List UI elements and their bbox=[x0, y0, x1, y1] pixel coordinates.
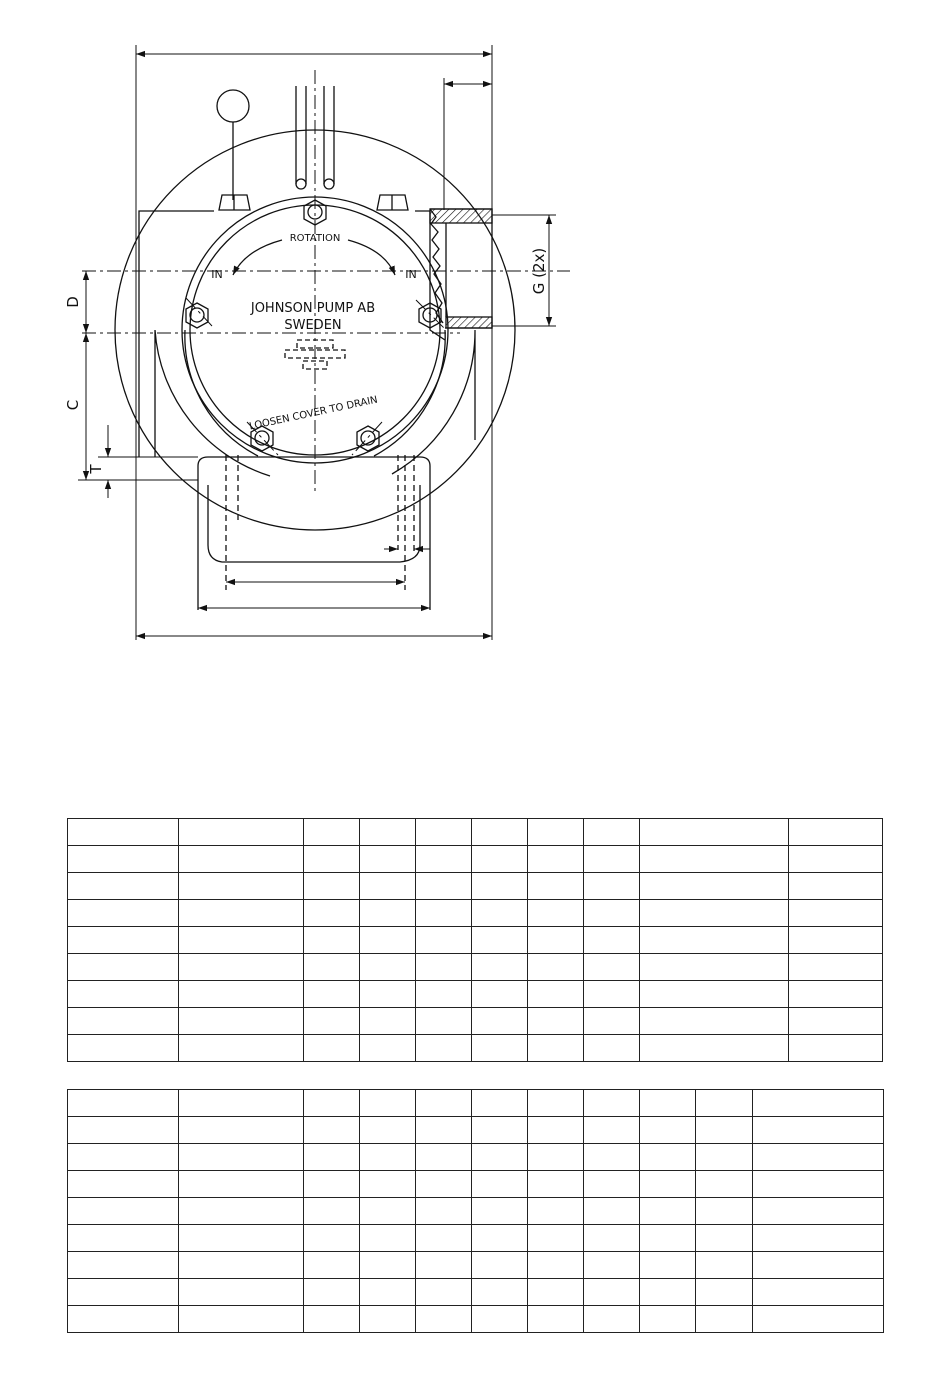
table-cell bbox=[472, 1306, 528, 1333]
table-cell bbox=[472, 1117, 528, 1144]
table-cell bbox=[360, 846, 416, 873]
table-cell bbox=[304, 981, 360, 1008]
table-cell bbox=[416, 927, 472, 954]
table-cell bbox=[640, 954, 789, 981]
table-cell bbox=[360, 1008, 416, 1035]
table-cell bbox=[789, 927, 883, 954]
table-cell bbox=[416, 1090, 472, 1117]
table-cell bbox=[584, 1306, 640, 1333]
table-cell bbox=[789, 1035, 883, 1062]
table-cell bbox=[528, 1144, 584, 1171]
table-cell bbox=[416, 981, 472, 1008]
table-cell bbox=[360, 819, 416, 846]
table-cell bbox=[640, 927, 789, 954]
table-cell bbox=[753, 1144, 884, 1171]
table-cell bbox=[360, 954, 416, 981]
table-cell bbox=[179, 873, 304, 900]
table-cell bbox=[696, 1117, 753, 1144]
table-cell bbox=[528, 1198, 584, 1225]
table-cell bbox=[304, 1008, 360, 1035]
table-cell bbox=[68, 846, 179, 873]
table-cell bbox=[640, 873, 789, 900]
table-cell bbox=[416, 900, 472, 927]
table-cell bbox=[789, 954, 883, 981]
table-cell bbox=[416, 1198, 472, 1225]
table-cell bbox=[360, 927, 416, 954]
table-cell bbox=[68, 873, 179, 900]
table-cell bbox=[789, 1008, 883, 1035]
table-cell bbox=[360, 981, 416, 1008]
table-cell bbox=[179, 1225, 304, 1252]
table-cell bbox=[528, 1279, 584, 1306]
table-cell bbox=[640, 1279, 696, 1306]
table-cell bbox=[360, 1090, 416, 1117]
table-cell bbox=[472, 1171, 528, 1198]
table-cell bbox=[472, 954, 528, 981]
table-cell bbox=[68, 1008, 179, 1035]
table-cell bbox=[179, 1008, 304, 1035]
table-cell bbox=[753, 1198, 884, 1225]
callout-balloon bbox=[217, 90, 249, 122]
table-cell bbox=[472, 1008, 528, 1035]
table-cell bbox=[416, 1225, 472, 1252]
table-cell bbox=[528, 927, 584, 954]
table-cell bbox=[584, 873, 640, 900]
table-cell bbox=[416, 1144, 472, 1171]
table-cell bbox=[584, 1117, 640, 1144]
dim-label-g: G (2x) bbox=[530, 247, 548, 295]
table-cell bbox=[68, 981, 179, 1008]
table-cell bbox=[584, 1171, 640, 1198]
table-cell bbox=[179, 900, 304, 927]
table-cell bbox=[528, 873, 584, 900]
table-cell bbox=[584, 1198, 640, 1225]
table-cell bbox=[179, 1306, 304, 1333]
table-row bbox=[68, 1144, 884, 1171]
dim-label-t: T bbox=[87, 464, 105, 474]
table-cell bbox=[304, 1035, 360, 1062]
table-cell bbox=[68, 1252, 179, 1279]
table-cell bbox=[304, 1252, 360, 1279]
table-cell bbox=[360, 1225, 416, 1252]
side-port bbox=[430, 209, 492, 328]
table-cell bbox=[360, 1252, 416, 1279]
table-cell bbox=[584, 1144, 640, 1171]
table-cell bbox=[753, 1279, 884, 1306]
table-cell bbox=[584, 1252, 640, 1279]
table-cell bbox=[179, 1117, 304, 1144]
table-cell bbox=[640, 1306, 696, 1333]
table-row bbox=[68, 1035, 883, 1062]
table-cell bbox=[360, 900, 416, 927]
table-cell bbox=[584, 1225, 640, 1252]
table-row bbox=[68, 1198, 884, 1225]
table-cell bbox=[416, 954, 472, 981]
dimension-lines bbox=[78, 45, 556, 640]
inlet-label-left: IN bbox=[211, 268, 223, 281]
table-cell bbox=[179, 1090, 304, 1117]
table-cell bbox=[753, 1117, 884, 1144]
table-cell bbox=[696, 1090, 753, 1117]
table-cell bbox=[360, 1144, 416, 1171]
table-cell bbox=[360, 1306, 416, 1333]
table-row bbox=[68, 1252, 884, 1279]
table-cell bbox=[304, 1306, 360, 1333]
table-cell bbox=[304, 900, 360, 927]
table-row bbox=[68, 981, 883, 1008]
table-cell bbox=[416, 1171, 472, 1198]
table-cell bbox=[640, 1008, 789, 1035]
table-cell bbox=[179, 1279, 304, 1306]
table-row bbox=[68, 819, 883, 846]
table-row bbox=[68, 1008, 883, 1035]
table-cell bbox=[472, 873, 528, 900]
table-cell bbox=[360, 1035, 416, 1062]
maker-country: SWEDEN bbox=[284, 318, 342, 333]
table-cell bbox=[789, 846, 883, 873]
table-cell bbox=[304, 954, 360, 981]
table-cell bbox=[304, 1117, 360, 1144]
table-cell bbox=[696, 1225, 753, 1252]
rotation-arrow-right bbox=[348, 240, 395, 275]
table-cell bbox=[472, 927, 528, 954]
table-cell bbox=[179, 1144, 304, 1171]
table-cell bbox=[416, 846, 472, 873]
table-cell bbox=[789, 873, 883, 900]
table-cell bbox=[416, 1306, 472, 1333]
table-cell bbox=[528, 1008, 584, 1035]
table-cell bbox=[68, 1035, 179, 1062]
table-cell bbox=[640, 981, 789, 1008]
table-cell bbox=[472, 1144, 528, 1171]
table-cell bbox=[416, 1008, 472, 1035]
housing-horseshoe bbox=[155, 330, 270, 476]
table-cell bbox=[416, 1035, 472, 1062]
table-cell bbox=[416, 873, 472, 900]
table-cell bbox=[640, 1090, 696, 1117]
table-cell bbox=[528, 819, 584, 846]
table-cell bbox=[528, 1225, 584, 1252]
table-cell bbox=[640, 819, 789, 846]
table-cell bbox=[68, 1306, 179, 1333]
rotation-arrow-left bbox=[233, 240, 282, 275]
table-cell bbox=[472, 1090, 528, 1117]
table-row bbox=[68, 1279, 884, 1306]
table-cell bbox=[68, 1225, 179, 1252]
table-row bbox=[68, 873, 883, 900]
table-cell bbox=[416, 1117, 472, 1144]
table-row bbox=[68, 900, 883, 927]
table-cell bbox=[696, 1144, 753, 1171]
table-cell bbox=[360, 1279, 416, 1306]
table-cell bbox=[304, 927, 360, 954]
table-cell bbox=[360, 1171, 416, 1198]
table-cell bbox=[472, 1225, 528, 1252]
table-cell bbox=[304, 846, 360, 873]
table-cell bbox=[472, 1279, 528, 1306]
table-cell bbox=[472, 1035, 528, 1062]
table-row bbox=[68, 1090, 884, 1117]
table-cell bbox=[528, 1035, 584, 1062]
table-cell bbox=[640, 900, 789, 927]
table-cell bbox=[584, 1035, 640, 1062]
table-cell bbox=[640, 1198, 696, 1225]
table-cell bbox=[584, 981, 640, 1008]
table-cell bbox=[179, 927, 304, 954]
table-cell bbox=[696, 1198, 753, 1225]
table-cell bbox=[584, 1090, 640, 1117]
table-cell bbox=[472, 1252, 528, 1279]
table-cell bbox=[528, 954, 584, 981]
table-cell bbox=[528, 846, 584, 873]
table-cell bbox=[789, 900, 883, 927]
table-row bbox=[68, 954, 883, 981]
table-cell bbox=[68, 927, 179, 954]
table-cell bbox=[472, 981, 528, 1008]
table-cell bbox=[696, 1252, 753, 1279]
table-cell bbox=[304, 1198, 360, 1225]
table-cell bbox=[584, 1008, 640, 1035]
table-cell bbox=[179, 1035, 304, 1062]
table-cell bbox=[753, 1171, 884, 1198]
table-cell bbox=[640, 1117, 696, 1144]
table-cell bbox=[68, 1117, 179, 1144]
table-cell bbox=[753, 1225, 884, 1252]
table-cell bbox=[304, 873, 360, 900]
table-row bbox=[68, 1306, 884, 1333]
table-cell bbox=[179, 1198, 304, 1225]
table-cell bbox=[360, 1198, 416, 1225]
table-cell bbox=[68, 1090, 179, 1117]
table-cell bbox=[696, 1279, 753, 1306]
table-row bbox=[68, 1225, 884, 1252]
table-cell bbox=[179, 981, 304, 1008]
table-cell bbox=[789, 981, 883, 1008]
table-cell bbox=[472, 1198, 528, 1225]
table-cell bbox=[179, 954, 304, 981]
table-cell bbox=[179, 1252, 304, 1279]
table-cell bbox=[416, 1279, 472, 1306]
table-cell bbox=[528, 1171, 584, 1198]
table-cell bbox=[753, 1252, 884, 1279]
table-cell bbox=[753, 1306, 884, 1333]
inlet-label-right: IN bbox=[405, 268, 417, 281]
table-cell bbox=[304, 1171, 360, 1198]
table-cell bbox=[68, 1171, 179, 1198]
table-cell bbox=[68, 954, 179, 981]
dim-label-c: C bbox=[64, 399, 82, 411]
table-cell bbox=[640, 1171, 696, 1198]
table-cell bbox=[640, 1035, 789, 1062]
table-cell bbox=[360, 873, 416, 900]
table-cell bbox=[696, 1306, 753, 1333]
table-cell bbox=[179, 1171, 304, 1198]
table-cell bbox=[68, 900, 179, 927]
mounting-foot bbox=[198, 457, 430, 485]
maker-name: JOHNSON PUMP AB bbox=[250, 301, 376, 316]
table-cell bbox=[68, 1144, 179, 1171]
table-cell bbox=[584, 819, 640, 846]
dimension-table-2 bbox=[67, 1089, 884, 1333]
table-cell bbox=[640, 1252, 696, 1279]
table-row bbox=[68, 1171, 884, 1198]
table-cell bbox=[472, 846, 528, 873]
table-cell bbox=[640, 1225, 696, 1252]
table-cell bbox=[640, 846, 789, 873]
table-cell bbox=[416, 819, 472, 846]
table-cell bbox=[640, 1144, 696, 1171]
rotation-label: ROTATION bbox=[289, 233, 341, 244]
dimension-table-1 bbox=[67, 818, 883, 1062]
table-cell bbox=[68, 1198, 179, 1225]
table-cell bbox=[528, 981, 584, 1008]
table-row bbox=[68, 927, 883, 954]
table-cell bbox=[789, 819, 883, 846]
table-cell bbox=[68, 819, 179, 846]
table-cell bbox=[584, 846, 640, 873]
table-cell bbox=[584, 954, 640, 981]
table-cell bbox=[528, 900, 584, 927]
table-cell bbox=[584, 900, 640, 927]
table-cell bbox=[179, 846, 304, 873]
table-cell bbox=[68, 1279, 179, 1306]
table-row bbox=[68, 1117, 884, 1144]
table-cell bbox=[304, 819, 360, 846]
table-cell bbox=[528, 1306, 584, 1333]
table-cell bbox=[472, 900, 528, 927]
table-cell bbox=[528, 1117, 584, 1144]
table-cell bbox=[304, 1279, 360, 1306]
table-cell bbox=[528, 1252, 584, 1279]
table-cell bbox=[304, 1225, 360, 1252]
table-cell bbox=[584, 927, 640, 954]
table-cell bbox=[528, 1090, 584, 1117]
table-cell bbox=[179, 819, 304, 846]
table-cell bbox=[416, 1252, 472, 1279]
table-cell bbox=[304, 1144, 360, 1171]
table-cell bbox=[472, 819, 528, 846]
table-row bbox=[68, 846, 883, 873]
table-cell bbox=[360, 1117, 416, 1144]
table-cell bbox=[753, 1090, 884, 1117]
table-cell bbox=[584, 1279, 640, 1306]
drain-note: LOOSEN COVER TO DRAIN bbox=[248, 394, 379, 433]
dim-label-d: D bbox=[64, 296, 82, 308]
table-cell bbox=[696, 1171, 753, 1198]
table-cell bbox=[304, 1090, 360, 1117]
